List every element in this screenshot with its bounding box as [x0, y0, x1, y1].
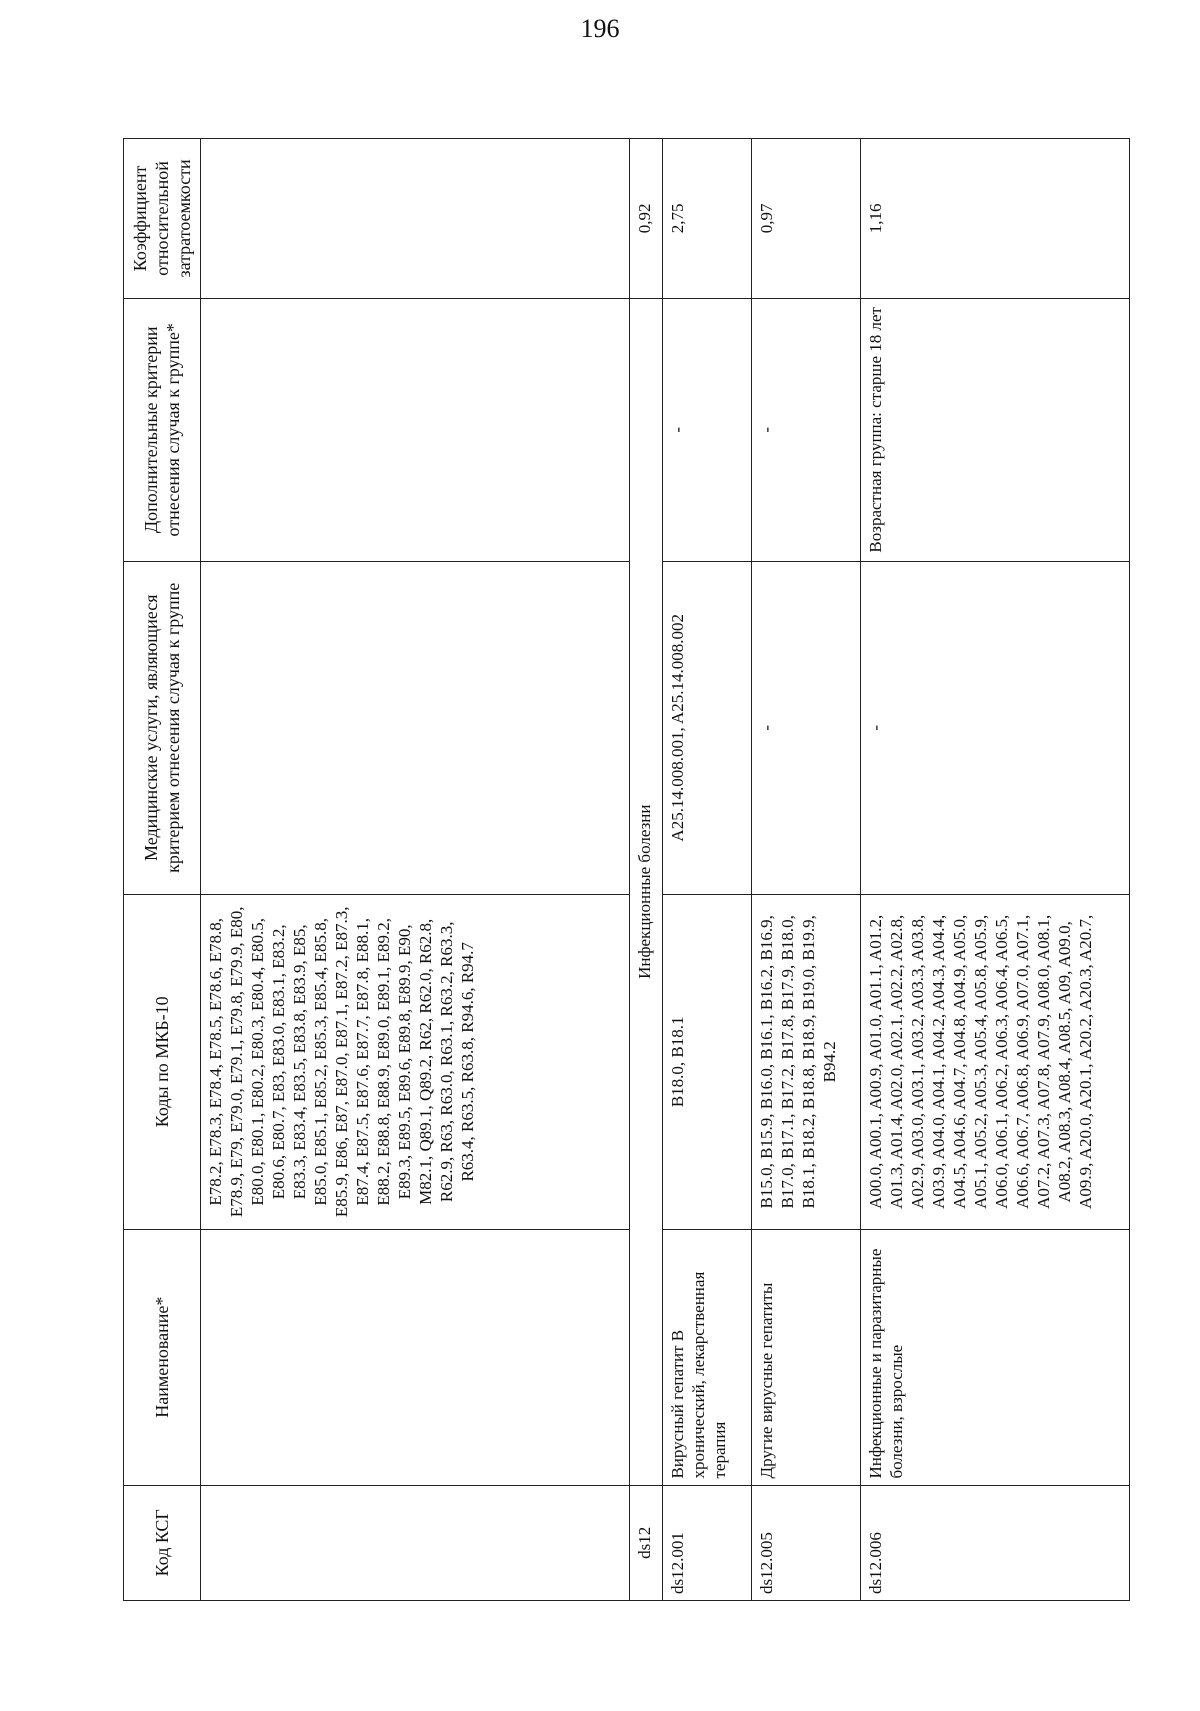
table-row: [752, 139, 861, 1601]
ksg-table: [123, 138, 1130, 1601]
cell-services: A25.14.008.001, A25.14.008.002: [663, 561, 752, 894]
header-services: Медицинские услуги, являющиеся критерием отнесения случая к группе: [124, 561, 201, 894]
cell-mkb: B15.0, B15.9, B16.0, B16.1, B16.2, B16.9, B17.0, B17.1, B17.2, B17.8, B17.9, B18.0, B18.1, B18.2, B18.8, B18.9, B19.0, B19.9, B94.2: [752, 894, 861, 1229]
cell-code: [201, 1485, 630, 1600]
section-code: ds12: [630, 1485, 663, 1600]
cell-code: ds12.001: [663, 1485, 752, 1600]
cell-name: Инфекционные и паразитарные болезни, взрослые: [861, 1229, 1130, 1485]
cell-mkb: B18.0, B18.1: [663, 894, 752, 1229]
cell-additional: Возрастная группа: старше 18 лет: [861, 298, 1130, 561]
cell-name: Другие вирусные гепатиты: [752, 1229, 861, 1485]
cell-coefficient: 2,75: [663, 139, 752, 299]
table-row: [201, 139, 630, 1601]
header-name: Наименование*: [124, 1229, 201, 1485]
header-additional: Дополнительные критерии отнесения случая к группе*: [124, 298, 201, 561]
table-row: [663, 139, 752, 1601]
header-row: [124, 139, 201, 1601]
header-mkb: Коды по МКБ-10: [124, 894, 201, 1229]
section-title: Инфекционные болезни: [630, 298, 663, 1485]
cell-coefficient: [201, 139, 630, 299]
cell-services: -: [752, 561, 861, 894]
cell-additional: [201, 298, 630, 561]
cell-services: -: [861, 561, 1130, 894]
cell-services: [201, 561, 630, 894]
section-row: [630, 139, 663, 1601]
page-number: 196: [580, 14, 620, 43]
cell-mkb: A00.0, A00.1, A00.9, A01.0, A01.1, A01.2, A01.3, A01.4, A02.0, A02.1, A02.2, A02.8, A02.9, A03.0, A03.1, A03.2, A03.3, A03.8, A03.9, A04.0, A04.1, A04.2, A04.3, A04.4, A04.5, A04.6, A04.7, A04.8, A04.9, A05.0, A05.1, A05.2, A05.3, A05.4, A05.8, A05.9, A06.0, A06.1, A06.2, A06.3, A06.4, A06.5, A06.6, A06.7, A06.8, A06.9, A07.0, A07.1, A07.2, A07.3, A07.8, A07.9, A08.0, A08.1, A08.2, A08.3, A08.4, A08.5, A09, A09.0, A09.9, A20.0, A20.1, A20.2, A20.3, A20.7,: [861, 894, 1130, 1229]
table-frame: [123, 138, 1093, 1601]
cell-code: ds12.006: [861, 1485, 1130, 1600]
cell-additional: -: [663, 298, 752, 561]
cell-coefficient: 1,16: [861, 139, 1130, 299]
table-row: [861, 139, 1130, 1601]
cell-mkb: E78.2, E78.3, E78.4, E78.5, E78.6, E78.8, E78.9, E79, E79.0, E79.1, E79.8, E79.9, E80, E80.0, E80.1, E80.2, E80.3, E80.4, E80.5, E80.6, E80.7, E83, E83.0, E83.1, E83.2, E83.3, E83.4, E83.5, E83.8, E83.9, E85, E85.0, E85.1, E85.2, E85.3, E85.4, E85.8, E85.9, E86, E87, E87.0, E87.1, E87.2, E87.3, E87.4, E87.5, E87.6, E87.7, E87.8, E88.1, E88.2, E88.8, E88.9, E89.0, E89.1, E89.2, E89.3, E89.5, E89.6, E89.8, E89.9, E90, M82.1, Q89.1, Q89.2, R62, R62.0, R62.8, R62.9, R63, R63.0, R63.1, R63.2, R63.3, R63.4, R63.5, R63.8, R94.6, R94.7: [201, 894, 630, 1229]
cell-name: [201, 1229, 630, 1485]
header-coefficient: Коэффициент относительной затратоемкости: [124, 139, 201, 299]
cell-code: ds12.005: [752, 1485, 861, 1600]
cell-coefficient: 0,97: [752, 139, 861, 299]
cell-additional: -: [752, 298, 861, 561]
cell-name: Вирусный гепатит B хронический, лекарственная терапия: [663, 1229, 752, 1485]
section-coefficient: 0,92: [630, 139, 663, 299]
header-code: Код КСГ: [124, 1485, 201, 1600]
